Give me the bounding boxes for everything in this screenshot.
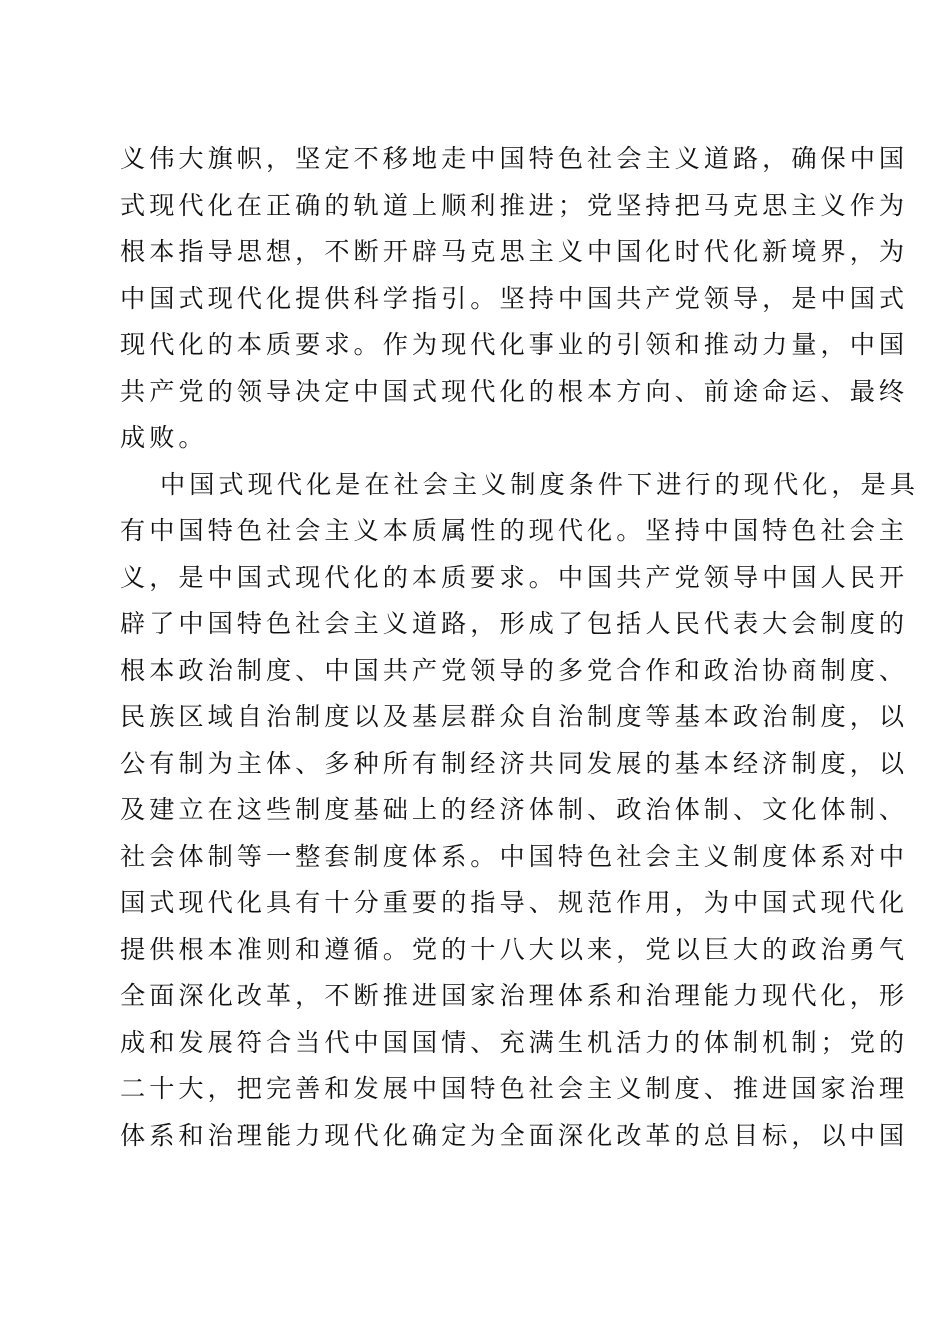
document-body <box>120 136 919 1159</box>
text-line: 式现代化在正确的轨道上顺利推进；党坚持把马克思主义作为 <box>120 190 909 220</box>
text-line: 根本政治制度、中国共产党领导的多党合作和政治协商制度、 <box>120 655 909 685</box>
text-line: 公有制为主体、多种所有制经济共同发展的基本经济制度，以 <box>120 748 909 778</box>
text-line: 及建立在这些制度基础上的经济体制、政治体制、文化体制、 <box>120 795 909 824</box>
text-line: 共产党的领导决定中国式现代化的根本方向、前途命运、最终 <box>120 376 909 406</box>
text-line: 社会体制等一整套制度体系。中国特色社会主义制度体系对中 <box>120 841 909 871</box>
paragraph-2 <box>120 462 919 1160</box>
text-line: 二十大，把完善和发展中国特色社会主义制度、推进国家治理 <box>120 1074 909 1103</box>
text-line: 辟了中国特色社会主义道路，形成了包括人民代表大会制度的 <box>120 609 909 638</box>
text-line: 提供根本准则和遵循。党的十八大以来，党以巨大的政治勇气 <box>120 934 909 964</box>
text-line: 体系和治理能力现代化确定为全面深化改革的总目标，以中国 <box>120 1120 909 1150</box>
text-line: 成败。 <box>120 423 208 452</box>
text-line: 义，是中国式现代化的本质要求。中国共产党领导中国人民开 <box>120 562 909 592</box>
text-line: 根本指导思想，不断开辟马克思主义中国化时代化新境界，为 <box>120 237 909 266</box>
text-line: 中国式现代化是在社会主义制度条件下进行的现代化，是具 <box>160 469 919 499</box>
text-line: 民族区域自治制度以及基层群众自治制度等基本政治制度，以 <box>120 702 909 731</box>
text-line: 中国式现代化提供科学指引。坚持中国共产党领导，是中国式 <box>120 283 909 313</box>
text-line: 全面深化改革，不断推进国家治理体系和治理能力现代化，形 <box>120 981 909 1010</box>
text-line: 国式现代化具有十分重要的指导、规范作用，为中国式现代化 <box>120 888 909 917</box>
text-line: 有中国特色社会主义本质属性的现代化。坚持中国特色社会主 <box>120 516 909 545</box>
text-line: 义伟大旗帜，坚定不移地走中国特色社会主义道路，确保中国 <box>120 144 909 173</box>
paragraph-1 <box>120 136 909 462</box>
text-line: 成和发展符合当代中国国情、充满生机活力的体制机制；党的 <box>120 1027 909 1057</box>
text-line: 现代化的本质要求。作为现代化事业的引领和推动力量，中国 <box>120 330 909 359</box>
